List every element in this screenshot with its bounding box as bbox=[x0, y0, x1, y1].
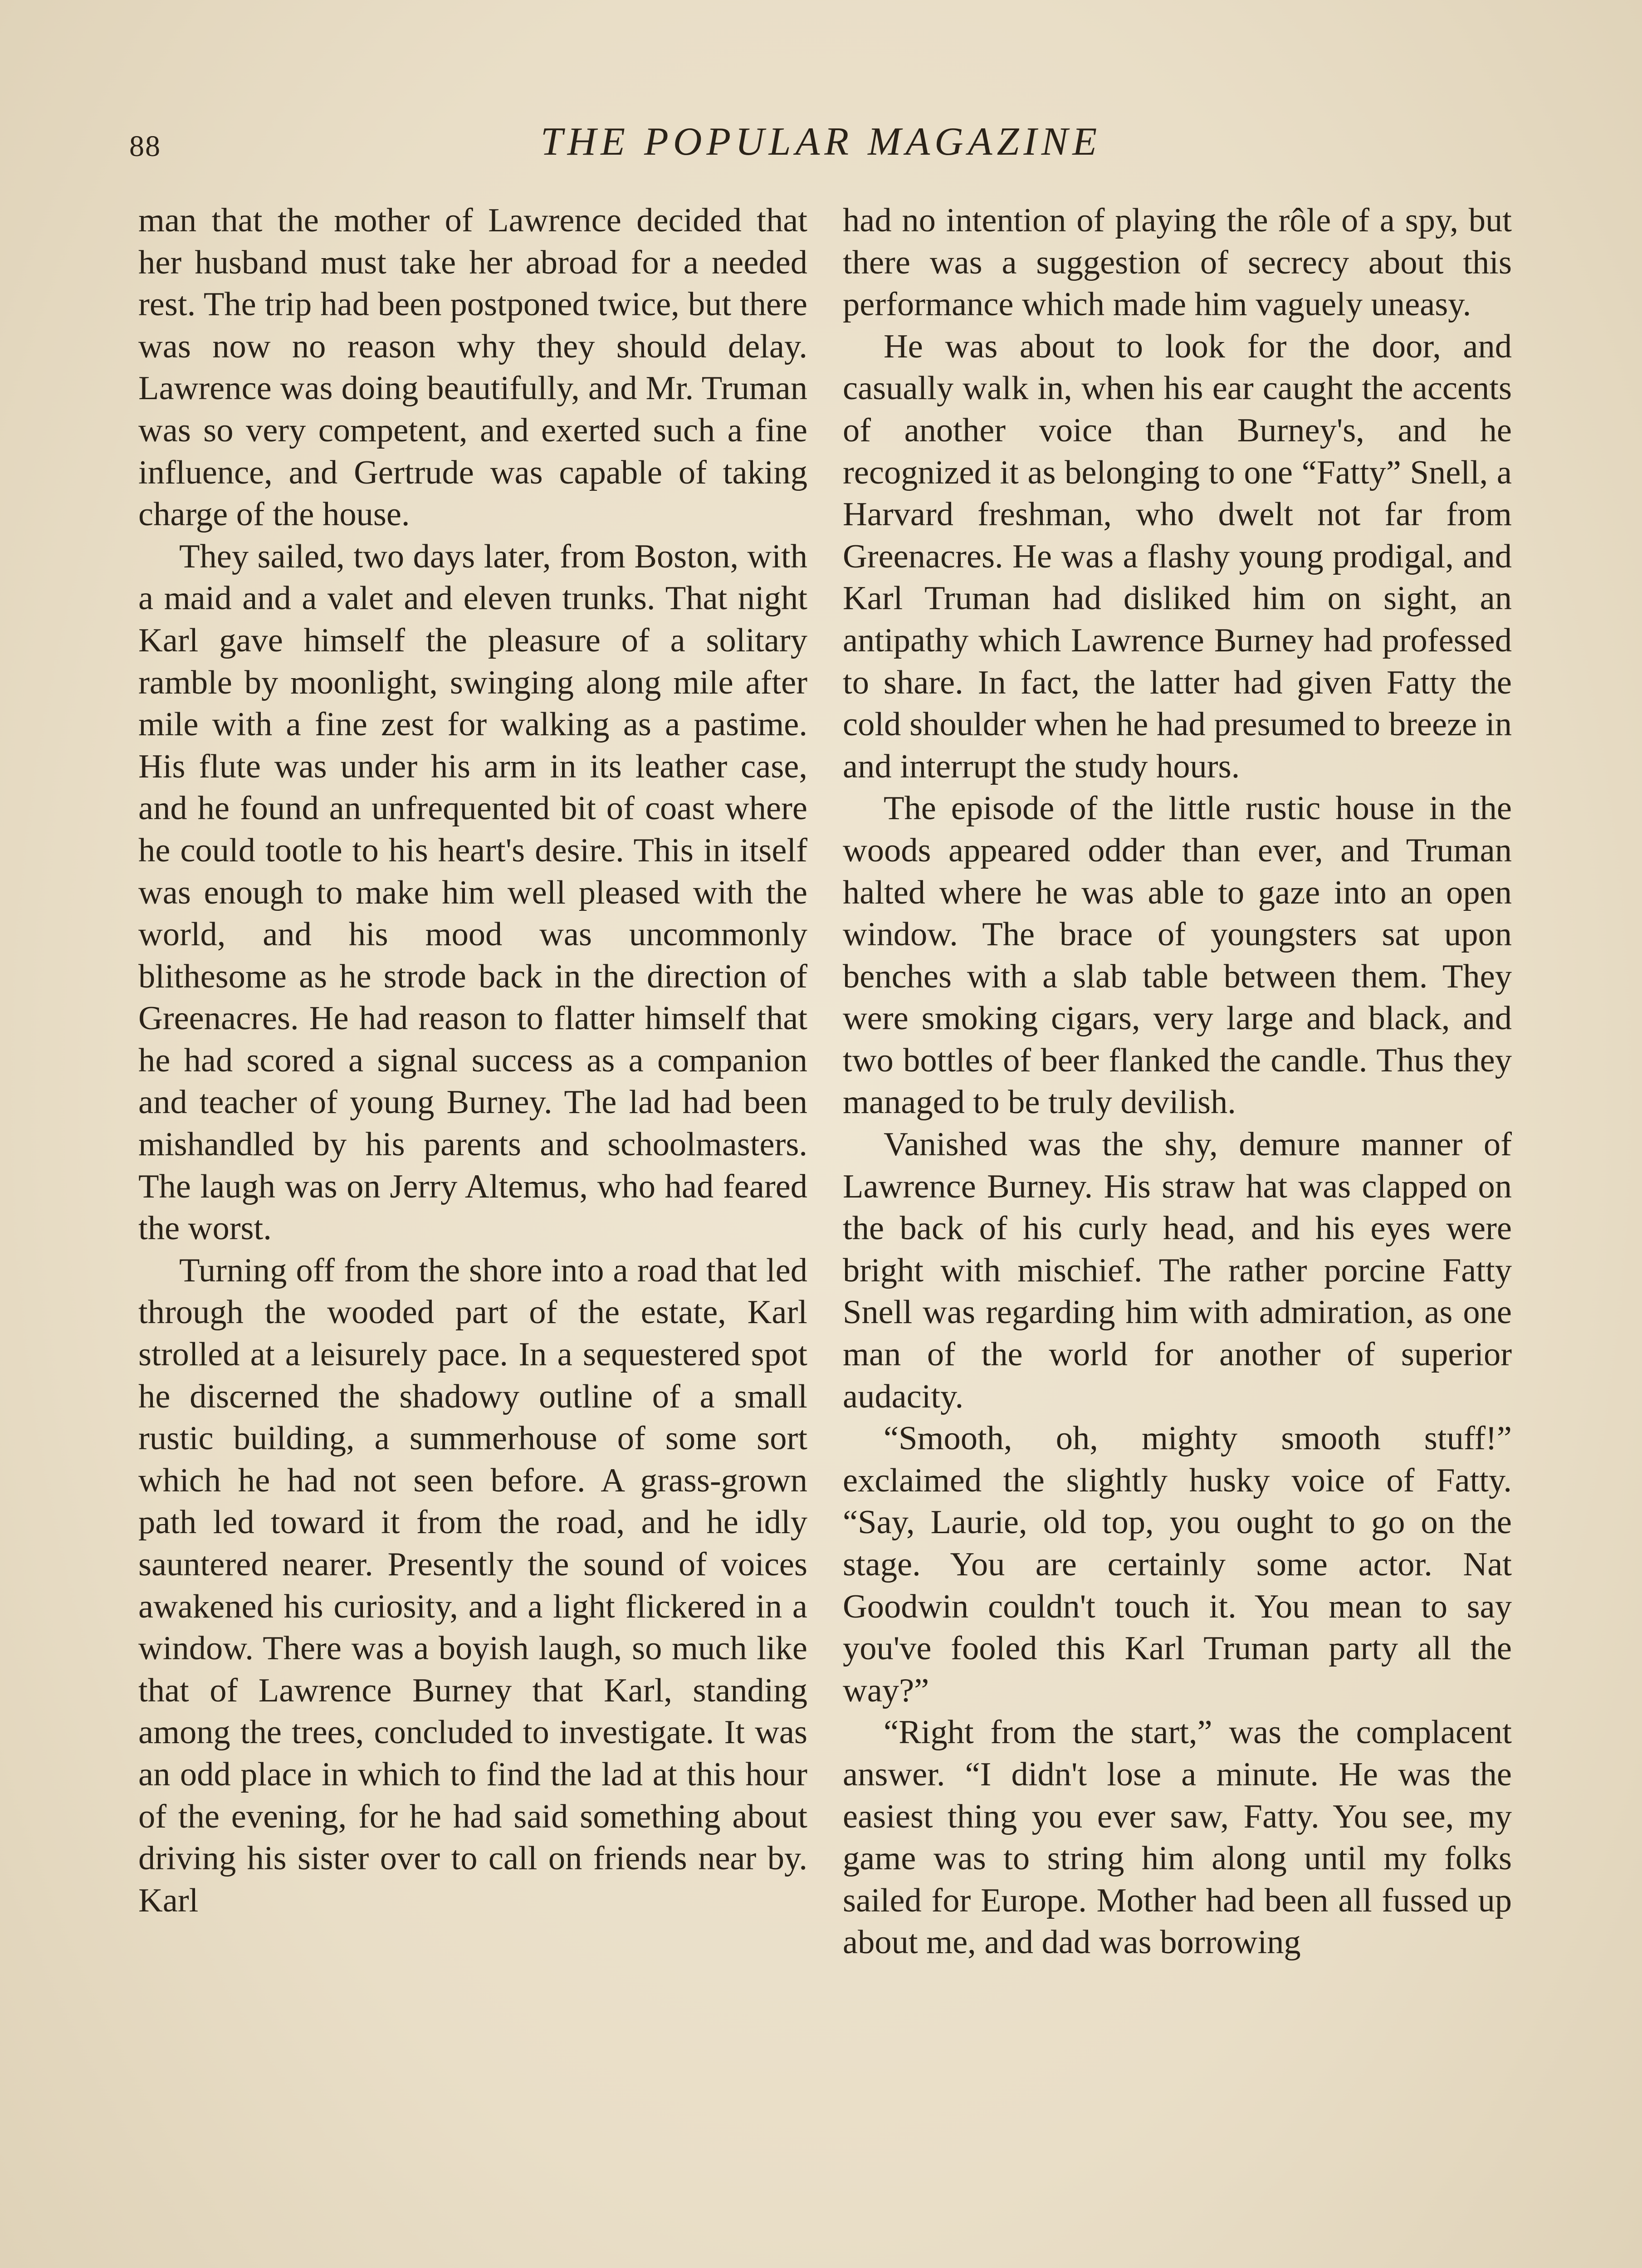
magazine-title: THE POPULAR MAGAZINE bbox=[540, 120, 1102, 164]
paragraph: Turning off from the shore into a road that led through the wooded part of the estate, Karl strolled at a leisurely pace. In a sequestered spot he discerned the shadowy outline of a small rustic building, a summerhouse of some sort which he had not seen before. A grass-grown path led toward it from the road, and he idly sauntered nearer. Presently the sound of voices awakened his curiosity, and a light flickered in a window. There was a boyish laugh, so much like that of Lawrence Burney that Karl, standing among the trees, concluded to investigate. It was an odd place in which to find the lad at this hour of the evening, for he had said something about driving his sister over to call on friends near by. Karl bbox=[138, 1251, 807, 1919]
page-number: 88 bbox=[129, 130, 161, 163]
paragraph: man that the mother of Lawrence decided that her husband must take her abroad for a needed rest. The trip had been postponed twice, but there was now no reason why they should delay. Lawrence was doing beautifully, and Mr. Truman was so very competent, and exerted such a fine influence, and Gertrude was capable of taking charge of the house. bbox=[138, 202, 807, 533]
left-column bbox=[138, 200, 807, 2268]
paragraph: Vanished was the shy, demure manner of Lawrence Burney. His straw hat was clapped on the back of his curly head, and his eyes were bright with mischief. The rather porcine Fatty Snell was regarding him with admiration, as one man of the world for another of superior audacity. bbox=[843, 1126, 1512, 1415]
paragraph: “Smooth, oh, mighty smooth stuff!” exclaimed the slightly husky voice of Fatty. “Say, Laurie, old top, you ought to go on the stage. You are certainly some actor. Nat Goodwin couldn't touch it. You mean to say you've fooled this Karl Truman party all the way?” bbox=[843, 1420, 1512, 1709]
paragraph: He was about to look for the door, and casually walk in, when his ear caught the accents of another voice than Burney's, and he recognized it as belonging to one “Fatty” Snell, a Harvard freshman, who dwelt not far from Greenacres. He was a flashy young prodigal, and Karl Truman had disliked him on sight, an antipathy which Lawrence Burney had professed to share. In fact, the latter had given Fatty the cold shoulder when he had presumed to breeze in and interrupt the study hours. bbox=[843, 327, 1512, 785]
paragraph: They sailed, two days later, from Boston, with a maid and a valet and eleven trunks. That night Karl gave himself the pleasure of a solitary ramble by moonlight, swinging along mile after mile with a fine zest for walking as a pastime. His flute was under his arm in its leather case, and he found an unfrequented bit of coast where he could tootle to his heart's desire. This in itself was enough to make him well pleased with the world, and his mood was uncommonly blithesome as he strode back in the direction of Greenacres. He had reason to flatter himself that he had scored a signal success as a companion and teacher of young Burney. The lad had been mishandled by his parents and schoolmasters. The laugh was on Jerry Altemus, who had feared the worst. bbox=[138, 538, 807, 1247]
paragraph: had no intention of playing the rôle of a spy, but there was a suggestion of secrecy about this performance which made him vaguely uneasy. bbox=[843, 202, 1512, 323]
paragraph: The episode of the little rustic house in the woods appeared odder than ever, and Truman halted where he was able to gaze into an open window. The brace of youngsters sat upon benches with a slab table between them. They were smoking cigars, very large and black, and two bottles of beer flanked the candle. Thus they managed to be truly devilish. bbox=[843, 790, 1512, 1121]
paragraph: “Right from the start,” was the complacent answer. “I didn't lose a minute. He was the easiest thing you ever saw, Fatty. You see, my game was to string him along until my folks sailed for Europe. Mother had been all fussed up about me, and dad was borrowing bbox=[843, 1714, 1512, 1961]
right-column bbox=[843, 200, 1512, 2268]
